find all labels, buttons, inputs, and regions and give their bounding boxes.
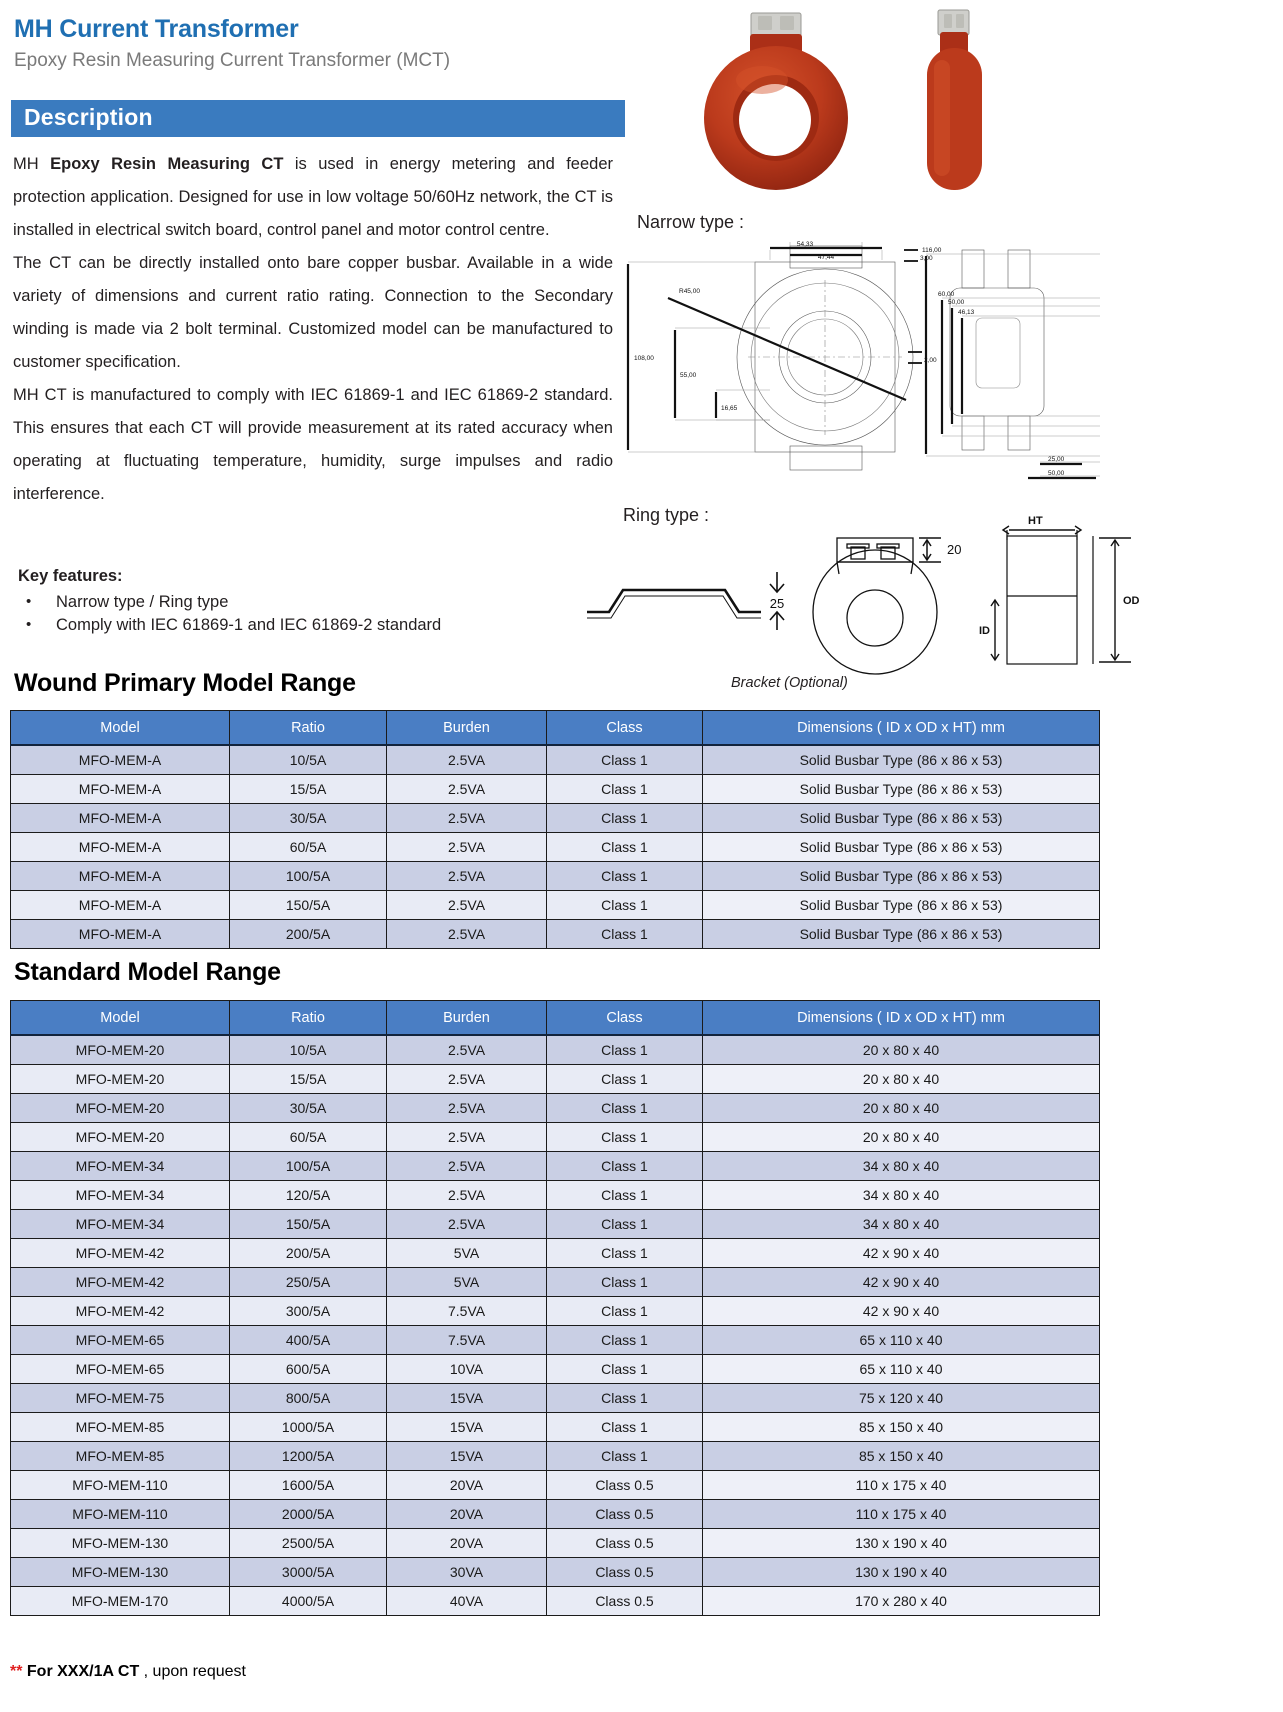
cell-model: MFO-MEM-110 [11, 1471, 230, 1500]
cell-dimensions: 110 x 175 x 40 [703, 1500, 1100, 1529]
cell-model: MFO-MEM-20 [11, 1123, 230, 1152]
cell-burden: 40VA [387, 1587, 547, 1616]
description-body [13, 148, 613, 511]
table-row [11, 1152, 1100, 1181]
cell-ratio: 15/5A [230, 1065, 387, 1094]
cell-burden: 2.5VA [387, 920, 547, 949]
col-header-ratio: Ratio [230, 711, 387, 746]
cell-dimensions: Solid Busbar Type (86 x 86 x 53) [703, 891, 1100, 920]
cell-class: Class 0.5 [547, 1500, 703, 1529]
cell-burden: 5VA [387, 1268, 547, 1297]
cell-class: Class 1 [547, 920, 703, 949]
dim-55: 55,00 [680, 372, 697, 379]
cell-ratio: 2000/5A [230, 1500, 387, 1529]
description-paragraph-3: MH CT is manufactured to comply with IEC 61869-1 and IEC 61869-2 standard. This ensures that each CT will provide measurement at its rated accuracy when operating at fluctuating temperature, humidity, surge impulses and radio interference. [13, 386, 613, 503]
cell-dimensions: 42 x 90 x 40 [703, 1297, 1100, 1326]
cell-model: MFO-MEM-20 [11, 1065, 230, 1094]
narrow-type-label: Narrow type : [637, 212, 745, 232]
cell-burden: 2.5VA [387, 862, 547, 891]
cell-class: Class 1 [547, 1065, 703, 1094]
cell-dimensions: 20 x 80 x 40 [703, 1065, 1100, 1094]
standard-table-title: Standard Model Range [14, 958, 281, 986]
wound-table-body [11, 745, 1100, 949]
table-row [11, 1355, 1100, 1384]
cell-burden: 2.5VA [387, 891, 547, 920]
cell-model: MFO-MEM-34 [11, 1152, 230, 1181]
cell-model: MFO-MEM-A [11, 745, 230, 775]
ring-type-label: Ring type : [623, 505, 710, 525]
cell-burden: 2.5VA [387, 1123, 547, 1152]
cell-model: MFO-MEM-A [11, 775, 230, 804]
cell-class: Class 1 [547, 1210, 703, 1239]
cell-dimensions: Solid Busbar Type (86 x 86 x 53) [703, 862, 1100, 891]
footnote-bold: For XXX/1A CT [22, 1663, 140, 1680]
table-header-row [11, 1001, 1100, 1036]
cell-burden: 2.5VA [387, 1152, 547, 1181]
col-header-dimensions: Dimensions ( ID x OD x HT) mm [703, 711, 1100, 746]
cell-dimensions: 130 x 190 x 40 [703, 1558, 1100, 1587]
cell-burden: 20VA [387, 1500, 547, 1529]
cell-class: Class 1 [547, 745, 703, 775]
cell-burden: 10VA [387, 1355, 547, 1384]
cell-dimensions: 170 x 280 x 40 [703, 1587, 1100, 1616]
cell-class: Class 0.5 [547, 1558, 703, 1587]
dim-r45: R45,00 [679, 288, 700, 295]
cell-dimensions: 20 x 80 x 40 [703, 1123, 1100, 1152]
wound-table-title: Wound Primary Model Range [14, 669, 356, 697]
col-header-dimensions: Dimensions ( ID x OD x HT) mm [703, 1001, 1100, 1036]
dim-50: 50,00 [948, 299, 965, 306]
ring-callout-od: OD [1123, 595, 1140, 607]
cell-burden: 20VA [387, 1471, 547, 1500]
cell-ratio: 200/5A [230, 1239, 387, 1268]
cell-class: Class 0.5 [547, 1529, 703, 1558]
table-row [11, 1210, 1100, 1239]
cell-dimensions: 65 x 110 x 40 [703, 1326, 1100, 1355]
cell-ratio: 1000/5A [230, 1413, 387, 1442]
ring-type-drawing [575, 500, 1155, 675]
ring-callout-id: ID [979, 625, 990, 637]
dim-16-65: 16,65 [721, 405, 738, 412]
cell-model: MFO-MEM-85 [11, 1413, 230, 1442]
key-feature-item [18, 614, 578, 637]
col-header-model: Model [11, 711, 230, 746]
cell-dimensions: 85 x 150 x 40 [703, 1442, 1100, 1471]
table-row [11, 1297, 1100, 1326]
cell-ratio: 300/5A [230, 1297, 387, 1326]
desc-p1-lead: MH [13, 155, 51, 173]
cell-class: Class 0.5 [547, 1587, 703, 1616]
ring-callout-ht: HT [1028, 515, 1043, 527]
table-row [11, 920, 1100, 949]
cell-model: MFO-MEM-65 [11, 1326, 230, 1355]
cell-class: Class 1 [547, 1181, 703, 1210]
page-title: MH Current Transformer [14, 15, 299, 43]
cell-class: Class 1 [547, 1268, 703, 1297]
cell-ratio: 10/5A [230, 1035, 387, 1065]
cell-ratio: 250/5A [230, 1268, 387, 1297]
dim-46-13: 46,13 [958, 309, 975, 316]
key-feature-label: Comply with IEC 61869-1 and IEC 61869-2 standard [56, 616, 442, 634]
cell-ratio: 600/5A [230, 1355, 387, 1384]
cell-ratio: 800/5A [230, 1384, 387, 1413]
cell-model: MFO-MEM-A [11, 920, 230, 949]
cell-class: Class 1 [547, 891, 703, 920]
col-header-model: Model [11, 1001, 230, 1036]
bullet-icon: • [26, 593, 32, 610]
cell-class: Class 1 [547, 862, 703, 891]
narrow-type-drawing [620, 240, 1120, 490]
cell-class: Class 1 [547, 833, 703, 862]
wound-primary-table [10, 710, 1100, 949]
cell-model: MFO-MEM-34 [11, 1181, 230, 1210]
cell-dimensions: 130 x 190 x 40 [703, 1529, 1100, 1558]
table-row [11, 1123, 1100, 1152]
col-header-class: Class [547, 711, 703, 746]
table-row [11, 1181, 1100, 1210]
cell-class: Class 1 [547, 775, 703, 804]
dim-25: 25,00 [1048, 456, 1065, 463]
cell-dimensions: 42 x 90 x 40 [703, 1239, 1100, 1268]
cell-ratio: 4000/5A [230, 1587, 387, 1616]
cell-model: MFO-MEM-A [11, 804, 230, 833]
col-header-burden: Burden [387, 711, 547, 746]
key-features-block [18, 565, 578, 637]
cell-model: MFO-MEM-110 [11, 1500, 230, 1529]
dim-54-33: 54,33 [796, 241, 814, 248]
cell-ratio: 60/5A [230, 1123, 387, 1152]
cell-model: MFO-MEM-34 [11, 1210, 230, 1239]
cell-dimensions: Solid Busbar Type (86 x 86 x 53) [703, 833, 1100, 862]
cell-model: MFO-MEM-75 [11, 1384, 230, 1413]
cell-burden: 15VA [387, 1413, 547, 1442]
cell-class: Class 1 [547, 1442, 703, 1471]
description-section-label: Description [24, 104, 153, 130]
dim-50b: 50,00 [1048, 470, 1065, 477]
description-paragraph-2: The CT can be directly installed onto bare copper busbar. Available in a wide variety of dimensions and current ratio rating. Connection to the Secondary winding is made via 2 bolt terminal. Customized model can be manufactured to customer specification. [13, 254, 613, 371]
cell-burden: 2.5VA [387, 833, 547, 862]
ct-side-photo [914, 8, 994, 194]
cell-dimensions: Solid Busbar Type (86 x 86 x 53) [703, 745, 1100, 775]
cell-model: MFO-MEM-42 [11, 1239, 230, 1268]
cell-class: Class 1 [547, 1297, 703, 1326]
cell-model: MFO-MEM-65 [11, 1355, 230, 1384]
cell-dimensions: 20 x 80 x 40 [703, 1035, 1100, 1065]
cell-ratio: 2500/5A [230, 1529, 387, 1558]
cell-class: Class 0.5 [547, 1471, 703, 1500]
ct-front-photo [696, 10, 856, 195]
footnote [10, 1663, 246, 1681]
description-section-header [11, 100, 625, 137]
cell-ratio: 100/5A [230, 862, 387, 891]
table-row [11, 1094, 1100, 1123]
ring-dim-20-label: 20 [947, 542, 962, 557]
cell-burden: 2.5VA [387, 1065, 547, 1094]
cell-model: MFO-MEM-A [11, 891, 230, 920]
table-row [11, 891, 1100, 920]
cell-ratio: 10/5A [230, 745, 387, 775]
cell-class: Class 1 [547, 1384, 703, 1413]
cell-burden: 5VA [387, 1239, 547, 1268]
bracket-profile [587, 590, 761, 612]
cell-ratio: 1600/5A [230, 1471, 387, 1500]
table-row [11, 1471, 1100, 1500]
cell-model: MFO-MEM-A [11, 862, 230, 891]
col-header-class: Class [547, 1001, 703, 1036]
cell-dimensions: 85 x 150 x 40 [703, 1413, 1100, 1442]
cell-model: MFO-MEM-A [11, 833, 230, 862]
footnote-stars: ** [10, 1663, 23, 1680]
desc-p1-rest: is used in energy metering and feeder protection application. Designed for use in low voltage 50/60Hz network, the CT is installed in electrical switch board, control panel and motor control centre. [13, 155, 613, 239]
cell-burden: 15VA [387, 1442, 547, 1471]
cell-dimensions: 34 x 80 x 40 [703, 1210, 1100, 1239]
table-row [11, 1558, 1100, 1587]
ring-front-view [813, 538, 937, 674]
table-row [11, 775, 1100, 804]
cell-dimensions: 34 x 80 x 40 [703, 1152, 1100, 1181]
product-photo-group [640, 4, 1280, 214]
cell-dimensions: 34 x 80 x 40 [703, 1181, 1100, 1210]
cell-burden: 15VA [387, 1384, 547, 1413]
table-header-row [11, 711, 1100, 746]
cell-class: Class 1 [547, 1094, 703, 1123]
table-row [11, 833, 1100, 862]
cell-model: MFO-MEM-42 [11, 1297, 230, 1326]
cell-dimensions: Solid Busbar Type (86 x 86 x 53) [703, 775, 1100, 804]
cell-class: Class 1 [547, 1413, 703, 1442]
col-header-burden: Burden [387, 1001, 547, 1036]
standard-table-body [11, 1035, 1100, 1616]
cell-burden: 2.5VA [387, 1210, 547, 1239]
cell-burden: 7.5VA [387, 1326, 547, 1355]
table-row [11, 1442, 1100, 1471]
cell-ratio: 400/5A [230, 1326, 387, 1355]
cell-ratio: 15/5A [230, 775, 387, 804]
cell-model: MFO-MEM-130 [11, 1558, 230, 1587]
cell-dimensions: 110 x 175 x 40 [703, 1471, 1100, 1500]
table-row [11, 1268, 1100, 1297]
table-row [11, 1384, 1100, 1413]
dim-60: 60,00 [938, 291, 955, 298]
cell-ratio: 60/5A [230, 833, 387, 862]
cell-dimensions: 42 x 90 x 40 [703, 1268, 1100, 1297]
cell-model: MFO-MEM-42 [11, 1268, 230, 1297]
table-row [11, 1500, 1100, 1529]
table-row [11, 1587, 1100, 1616]
table-row [11, 1035, 1100, 1065]
cell-ratio: 30/5A [230, 804, 387, 833]
table-row [11, 1239, 1100, 1268]
cell-ratio: 150/5A [230, 891, 387, 920]
wound-table-head [11, 711, 1100, 746]
table-row [11, 1413, 1100, 1442]
cell-burden: 2.5VA [387, 1181, 547, 1210]
bracket-optional-label: Bracket (Optional) [731, 675, 848, 691]
cell-ratio: 3000/5A [230, 1558, 387, 1587]
cell-ratio: 100/5A [230, 1152, 387, 1181]
table-row [11, 862, 1100, 891]
cell-dimensions: 75 x 120 x 40 [703, 1384, 1100, 1413]
cell-class: Class 1 [547, 1035, 703, 1065]
cell-burden: 2.5VA [387, 775, 547, 804]
cell-dimensions: Solid Busbar Type (86 x 86 x 53) [703, 920, 1100, 949]
footnote-rest: , upon request [139, 1663, 246, 1680]
cell-class: Class 1 [547, 1355, 703, 1384]
key-feature-label: Narrow type / Ring type [56, 593, 229, 611]
cell-ratio: 150/5A [230, 1210, 387, 1239]
ring-dim-25-label: 25 [769, 596, 785, 611]
dim-3-00: 3,00 [920, 255, 933, 262]
cell-ratio: 120/5A [230, 1181, 387, 1210]
cell-burden: 2.5VA [387, 1035, 547, 1065]
cell-model: MFO-MEM-20 [11, 1035, 230, 1065]
cell-dimensions: Solid Busbar Type (86 x 86 x 53) [703, 804, 1100, 833]
cell-ratio: 30/5A [230, 1094, 387, 1123]
cell-burden: 7.5VA [387, 1297, 547, 1326]
key-feature-item [18, 591, 578, 614]
dim-2-00: 2,00 [924, 357, 937, 364]
ring-section-view [1007, 530, 1093, 664]
dim-116: 116,00 [922, 247, 942, 254]
cell-model: MFO-MEM-170 [11, 1587, 230, 1616]
key-features-list [18, 591, 578, 637]
table-row [11, 1529, 1100, 1558]
key-features-title: Key features: [18, 567, 123, 585]
dim-20-ring [919, 538, 941, 562]
cell-burden: 2.5VA [387, 1094, 547, 1123]
table-row [11, 804, 1100, 833]
table-row [11, 745, 1100, 775]
cell-class: Class 1 [547, 1239, 703, 1268]
dim-108: 108,00 [634, 355, 654, 362]
cell-burden: 2.5VA [387, 804, 547, 833]
cell-model: MFO-MEM-20 [11, 1094, 230, 1123]
desc-p1-bold: Epoxy Resin Measuring CT [50, 155, 284, 173]
cell-burden: 30VA [387, 1558, 547, 1587]
cell-burden: 20VA [387, 1529, 547, 1558]
cell-class: Class 1 [547, 1123, 703, 1152]
cell-dimensions: 65 x 110 x 40 [703, 1355, 1100, 1384]
standard-table-head [11, 1001, 1100, 1036]
cell-class: Class 1 [547, 1326, 703, 1355]
cell-class: Class 1 [547, 804, 703, 833]
cell-ratio: 1200/5A [230, 1442, 387, 1471]
col-header-ratio: Ratio [230, 1001, 387, 1036]
description-paragraph-1 [13, 148, 613, 247]
bullet-icon: • [26, 616, 32, 633]
cell-class: Class 1 [547, 1152, 703, 1181]
standard-model-table [10, 1000, 1100, 1616]
cell-model: MFO-MEM-130 [11, 1529, 230, 1558]
cell-ratio: 200/5A [230, 920, 387, 949]
cell-dimensions: 20 x 80 x 40 [703, 1094, 1100, 1123]
table-row [11, 1326, 1100, 1355]
cell-model: MFO-MEM-85 [11, 1442, 230, 1471]
table-row [11, 1065, 1100, 1094]
dim-47-44: 47,44 [817, 254, 835, 261]
page-subtitle: Epoxy Resin Measuring Current Transformer (MCT) [14, 49, 451, 71]
title-block [14, 16, 634, 71]
cell-burden: 2.5VA [387, 745, 547, 775]
